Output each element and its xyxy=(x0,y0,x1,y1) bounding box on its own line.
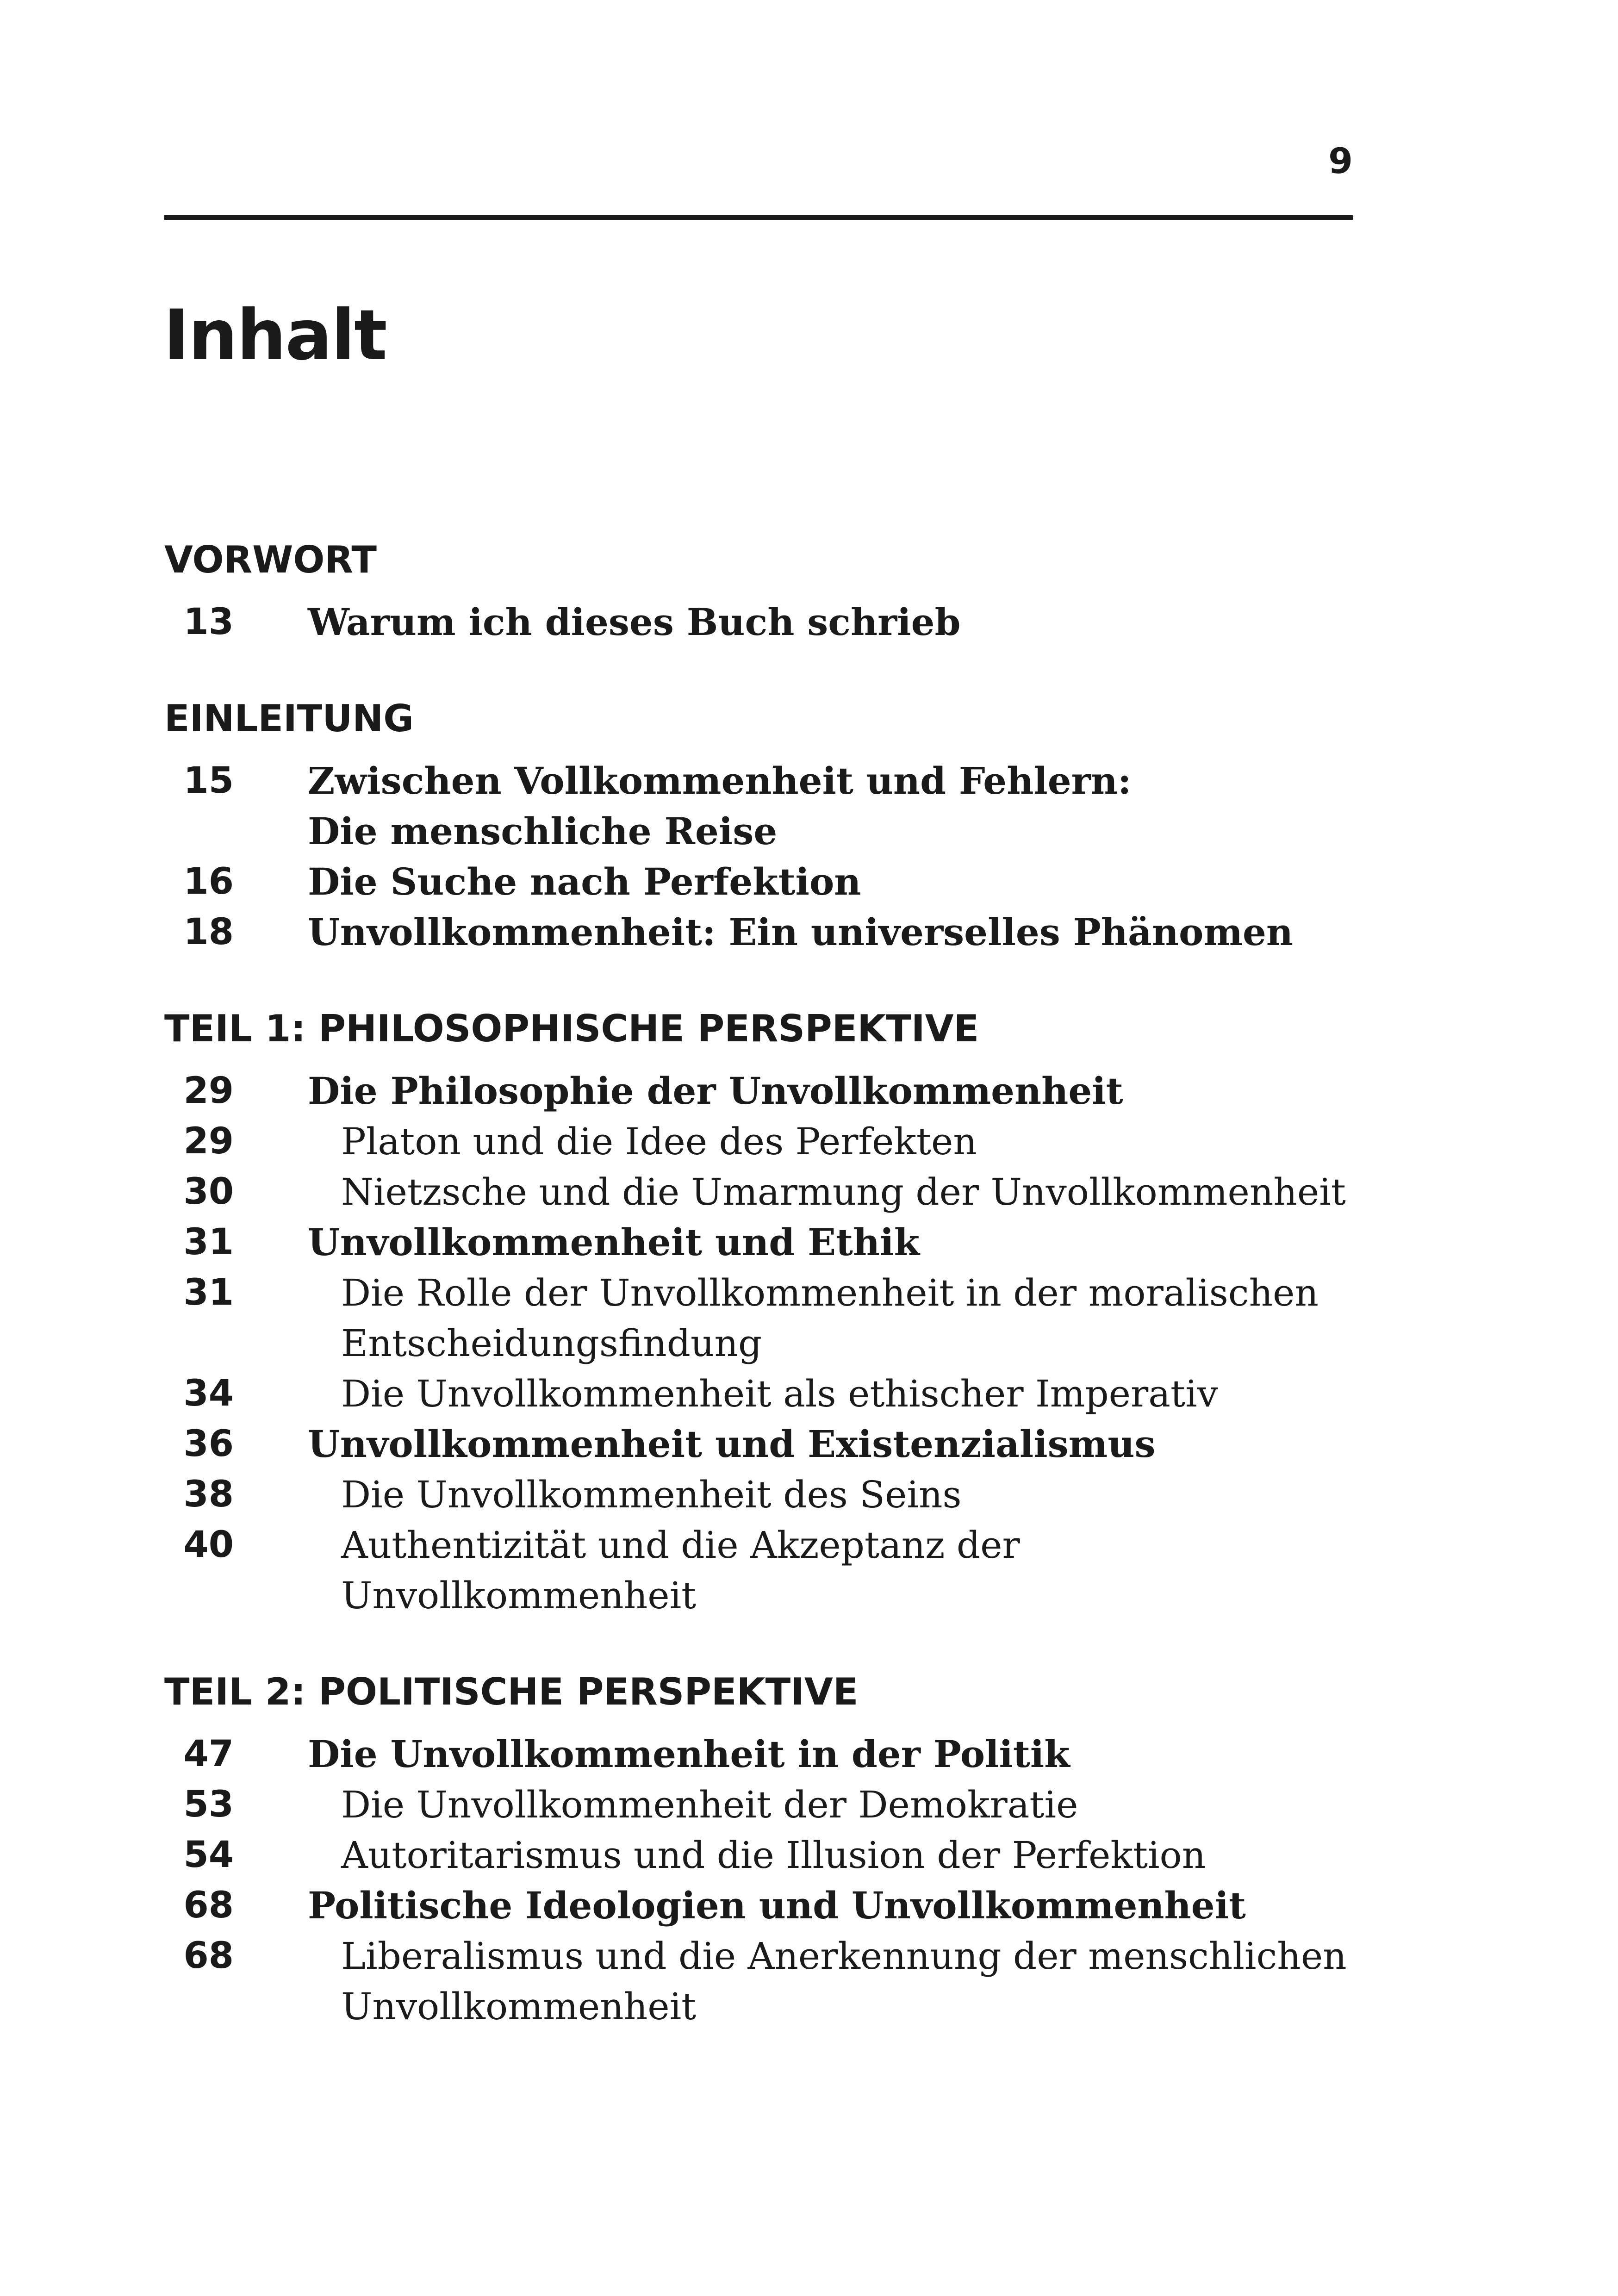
section-heading: VORWORT xyxy=(164,538,377,581)
entry-title: Die Philosophie der Unvollkommenheit xyxy=(308,1069,1123,1113)
entry-page-number: 40 xyxy=(183,1524,234,1566)
toc-subchapter-entry[interactable] xyxy=(164,1116,1368,1167)
section-heading: TEIL 2: POLITISCHE PERSPEKTIVE xyxy=(164,1670,859,1713)
entry-page-number: 68 xyxy=(183,1935,234,1977)
toc-section xyxy=(164,523,1368,647)
entry-title: Die Suche nach Perfektion xyxy=(308,860,861,903)
page-number: 9 xyxy=(1328,140,1353,181)
toc-subchapter-entry[interactable] xyxy=(164,1931,1368,2032)
toc-chapter-entry[interactable] xyxy=(164,1419,1368,1469)
toc-chapter-entry[interactable] xyxy=(164,597,1368,647)
toc-chapter-entry[interactable] xyxy=(164,1729,1368,1780)
toc-section xyxy=(164,1655,1368,2032)
toc-subchapter-entry[interactable] xyxy=(164,1520,1368,1621)
entry-page-number: 31 xyxy=(183,1272,234,1313)
entry-title: Zwischen Vollkommenheit und Fehlern: Die menschliche Reise xyxy=(308,759,1132,853)
entry-title: Liberalismus und die Anerkennung der menschlichen Unvollkommenheit xyxy=(341,1935,1347,2028)
toc-section xyxy=(164,682,1368,958)
table-of-contents xyxy=(164,523,1368,2066)
entry-title: Die Unvollkommenheit in der Politik xyxy=(308,1732,1070,1776)
entry-page-number: 15 xyxy=(183,760,234,802)
entry-title: Politische Ideologien und Unvollkommenheit xyxy=(308,1884,1246,1927)
toc-chapter-entry[interactable] xyxy=(164,1066,1368,1116)
entry-title: Die Unvollkommenheit als ethischer Imperativ xyxy=(341,1372,1218,1415)
entry-page-number: 16 xyxy=(183,861,234,902)
entry-title: Die Unvollkommenheit der Demokratie xyxy=(341,1783,1078,1826)
entry-title: Unvollkommenheit und Ethik xyxy=(308,1220,920,1264)
entry-page-number: 38 xyxy=(183,1474,234,1515)
entry-title: Autoritarismus und die Illusion der Perfektion xyxy=(341,1834,1206,1877)
entry-page-number: 68 xyxy=(183,1885,234,1926)
entry-title: Unvollkommenheit: Ein universelles Phänomen xyxy=(308,910,1294,954)
toc-subchapter-entry[interactable] xyxy=(164,1830,1368,1880)
entry-title: Die Unvollkommenheit des Seins xyxy=(341,1473,962,1516)
header-rule xyxy=(164,215,1353,220)
entry-page-number: 47 xyxy=(183,1733,234,1775)
toc-chapter-entry[interactable] xyxy=(164,857,1368,907)
entry-title: Warum ich dieses Buch schrieb xyxy=(308,600,961,644)
entry-page-number: 18 xyxy=(183,911,234,953)
toc-chapter-entry[interactable] xyxy=(164,756,1368,857)
entry-page-number: 31 xyxy=(183,1221,234,1263)
toc-subchapter-entry[interactable] xyxy=(164,1268,1368,1369)
toc-section xyxy=(164,992,1368,1621)
toc-chapter-entry[interactable] xyxy=(164,1217,1368,1268)
section-heading: EINLEITUNG xyxy=(164,697,414,740)
entry-page-number: 29 xyxy=(183,1070,234,1112)
entry-page-number: 29 xyxy=(183,1120,234,1162)
entry-title: Authentizität und die Akzeptanz der Unvollkommenheit xyxy=(341,1524,1020,1617)
toc-subchapter-entry[interactable] xyxy=(164,1780,1368,1830)
entry-title: Unvollkommenheit und Existenzialismus xyxy=(308,1422,1156,1466)
page-title: Inhalt xyxy=(163,295,386,376)
entry-page-number: 54 xyxy=(183,1834,234,1876)
entry-title: Die Rolle der Unvollkommenheit in der moralischen Entscheidungsfindung xyxy=(341,1271,1319,1365)
toc-subchapter-entry[interactable] xyxy=(164,1469,1368,1520)
entry-page-number: 30 xyxy=(183,1171,234,1213)
entry-title: Platon und die Idee des Perfekten xyxy=(341,1120,977,1163)
entry-page-number: 13 xyxy=(183,601,234,643)
entry-page-number: 36 xyxy=(183,1423,234,1465)
entry-title: Nietzsche und die Umarmung der Unvollkommenheit xyxy=(341,1170,1346,1213)
entry-page-number: 34 xyxy=(183,1373,234,1414)
toc-subchapter-entry[interactable] xyxy=(164,1167,1368,1217)
toc-subchapter-entry[interactable] xyxy=(164,1369,1368,1419)
toc-chapter-entry[interactable] xyxy=(164,1880,1368,1931)
toc-chapter-entry[interactable] xyxy=(164,907,1368,958)
entry-page-number: 53 xyxy=(183,1784,234,1825)
section-heading: TEIL 1: PHILOSOPHISCHE PERSPEKTIVE xyxy=(164,1007,979,1050)
